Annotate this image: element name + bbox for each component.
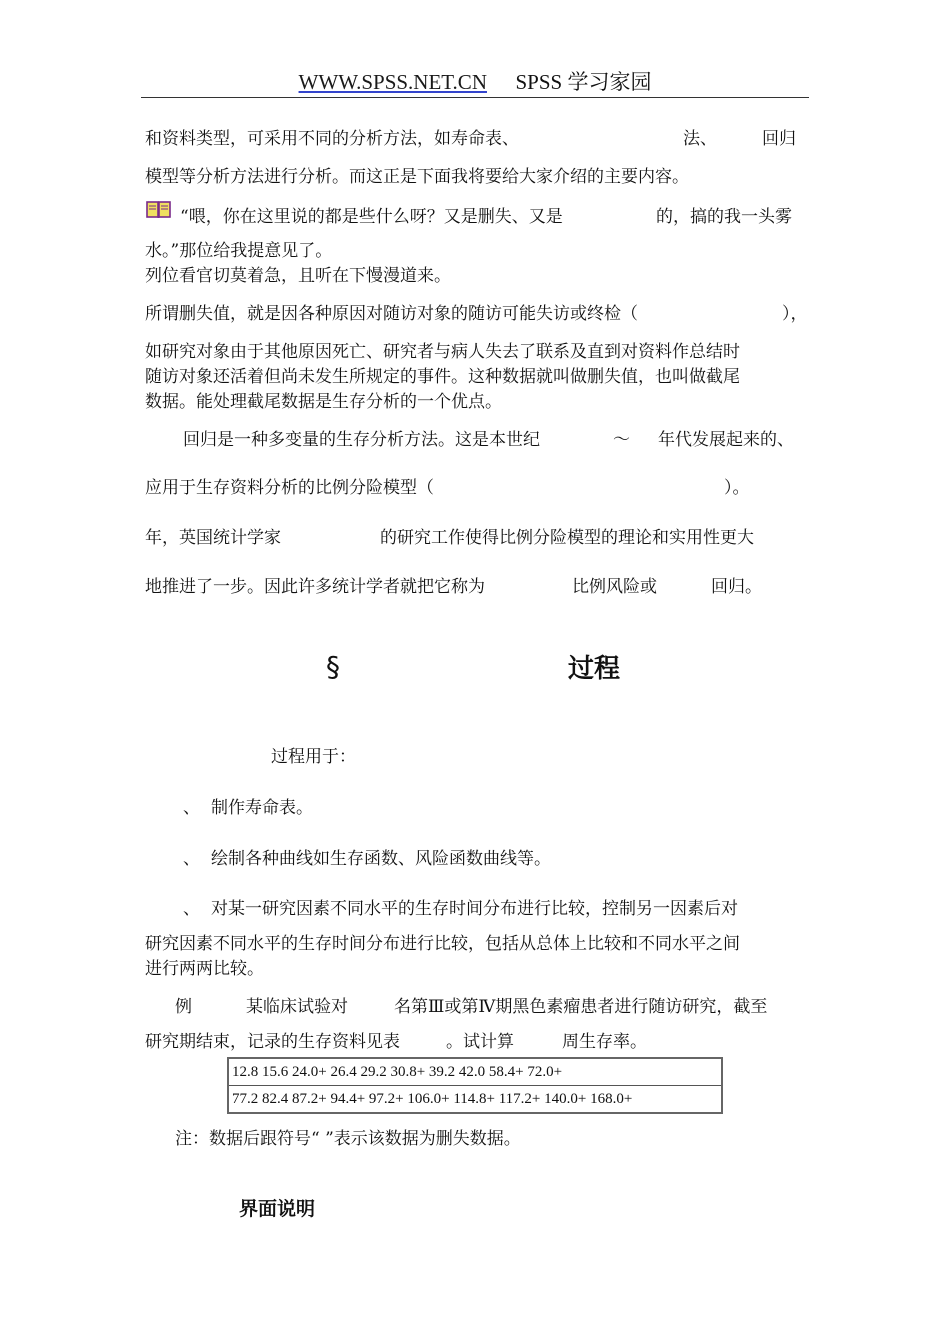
paragraph-text: 回归 — [762, 129, 796, 149]
paragraph-text: 地推进了一步。因此许多统计学者就把它称为 — [145, 577, 485, 597]
paragraph-text: 数据。能处理截尾数据是生存分析的一个优点。 — [145, 392, 502, 412]
example-text: 。试计算 — [446, 1032, 514, 1052]
section-symbol: § — [326, 650, 340, 683]
example-text: 研究期结束，记录的生存资料见表 — [145, 1032, 400, 1052]
paragraph-text: 的研究工作使得比例分险模型的理论和实用性更大 — [380, 528, 754, 548]
example-text: 某临床试验对 — [246, 997, 348, 1017]
paragraph-text: 比例风险或 — [572, 577, 657, 597]
subsection-title: 界面说明 — [239, 1198, 316, 1220]
paragraph-text: 年，英国统计学家 — [145, 528, 281, 548]
site-name: SPSS 学习家园 — [515, 70, 652, 94]
list-item: 研究因素不同水平的生存时间分布进行比较，包括从总体上比较和不同水平之间 — [145, 934, 740, 954]
table-cell: 12.8 15.6 24.0+ 26.4 29.2 30.8+ 39.2 42.0 58.4+ 72.0+ — [228, 1058, 722, 1086]
table-row — [228, 1058, 722, 1086]
paragraph-text: 回归是一种多变量的生存分析方法。这是本世纪 — [183, 430, 540, 450]
list-item-number: 、 — [183, 899, 200, 919]
section-title: 过程 — [568, 654, 621, 684]
site-url-link[interactable]: WWW.SPSS.NET.CN — [298, 70, 487, 94]
paragraph-text: 法、 — [683, 129, 717, 149]
list-item: 对某一研究因素不同水平的生存时间分布进行比较，控制另一因素后对 — [211, 899, 738, 919]
paragraph-text: 和资料类型，可采用不同的分析方法，如寿命表、 — [145, 129, 519, 149]
paragraph-text: 列位看官切莫着急，且听在下慢漫道来。 — [145, 266, 451, 286]
table-row — [228, 1086, 722, 1114]
list-item-number: 、 — [183, 798, 200, 818]
book-icon — [146, 200, 172, 220]
paragraph-text: 回归。 — [711, 577, 762, 597]
paragraph-text: 的，搞的我一头雾 — [656, 207, 792, 227]
paragraph-text: 水。”那位给我提意见了。 — [145, 241, 333, 261]
list-item: 制作寿命表。 — [211, 798, 313, 818]
header-divider — [141, 97, 809, 98]
paragraph-text: 年代发展起来的、 — [658, 430, 794, 450]
list-item: 进行两两比较。 — [145, 959, 264, 979]
page-header — [0, 66, 950, 96]
paragraph-text: 随访对象还活着但尚未发生所规定的事件。这种数据就叫做删失值，也叫做截尾 — [145, 367, 740, 387]
survival-data-table — [227, 1057, 723, 1114]
table-note: 注：数据后跟符号“ ”表示该数据为删失数据。 — [175, 1129, 521, 1149]
example-text: 名第Ⅲ或第Ⅳ期黑色素瘤患者进行随访研究，截至 — [394, 997, 768, 1017]
paragraph-text: 模型等分析方法进行分析。而这正是下面我将要给大家介绍的主要内容。 — [145, 167, 689, 187]
paragraph-text: 如研究对象由于其他原因死亡、研究者与病人失去了联系及直到对资料作总结时 — [145, 342, 740, 362]
table-cell: 77.2 82.4 87.2+ 94.4+ 97.2+ 106.0+ 114.8+ 117.2+ 140.0+ 168.0+ — [228, 1086, 722, 1114]
paragraph-text: ～ — [613, 430, 630, 450]
paragraph-text: “喂，你在这里说的都是些什么呀？又是删失、又是 — [180, 207, 563, 227]
paragraph-text: ）。 — [724, 478, 750, 498]
paragraph-text: 应用于生存资料分析的比例分险模型（ — [145, 478, 434, 498]
paragraph-text: ）， — [782, 304, 808, 324]
list-item-number: 、 — [183, 849, 200, 869]
list-item: 绘制各种曲线如生存函数、风险函数曲线等。 — [211, 849, 551, 869]
paragraph-text: 所谓删失值，就是因各种原因对随访对象的随访可能失访或终检（ — [145, 304, 638, 324]
example-text: 例 — [175, 997, 192, 1017]
example-text: 周生存率。 — [562, 1032, 647, 1052]
list-intro: 过程用于： — [271, 747, 356, 767]
